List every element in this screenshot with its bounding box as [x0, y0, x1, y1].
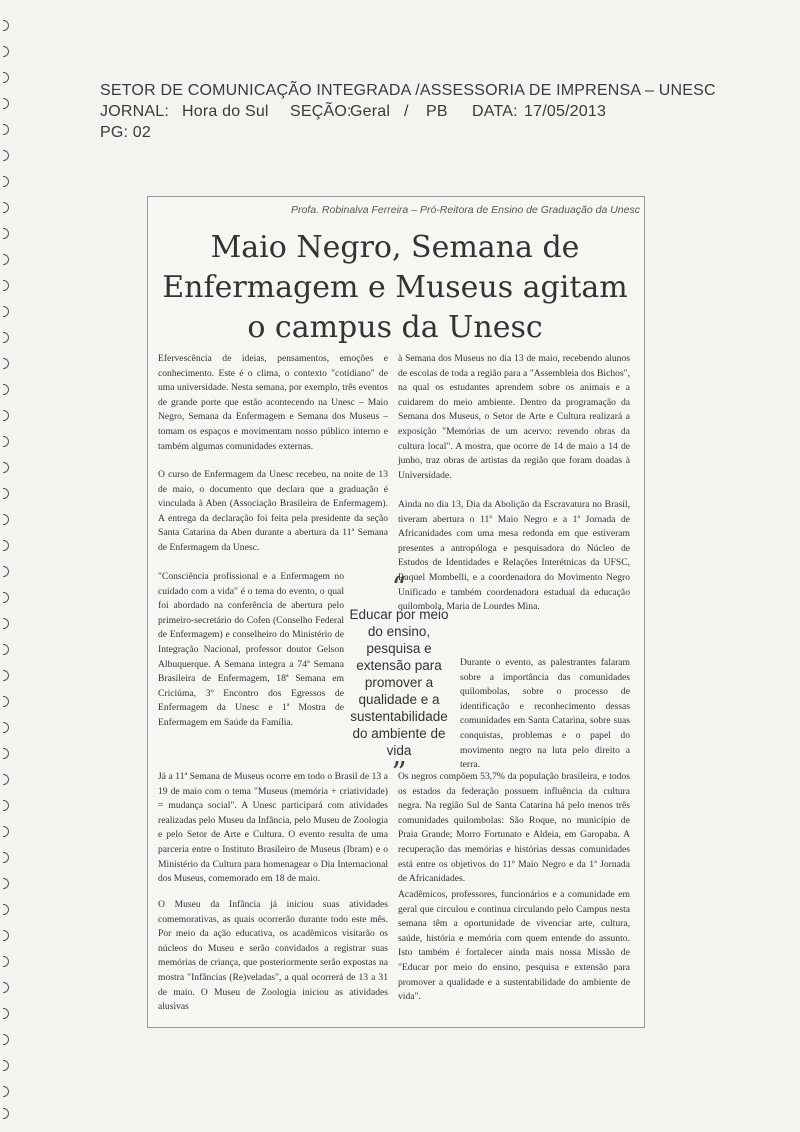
- binder-holes: [0, 0, 14, 1132]
- secao-value: Geral: [350, 103, 391, 120]
- title-line: Enfermagem e Museus agitam: [162, 270, 628, 305]
- article-paragraph: Os negros compõem 53,7% da população brasileira, e todos os estados da federação possuem influência da cultura negra. Na região Sul de Santa Catarina há pelo menos três comunidades quilombolas: São Roque, no município de Praia Grande; Morro Fortunato e Aldeia, em Garopaba. A recuperação das memórias e histórias dessas comunidades está entre os objetivos do 11º Maio Negro e da 1ª Jornada de Africanidades.: [398, 771, 630, 885]
- pull-quote-text: Educar por meio do ensino, pesquisa e extensão para promover a qualidade e a sustentabilidade do ambiente de vida: [349, 607, 449, 758]
- jornal-value: Hora do Sul: [182, 103, 269, 120]
- header-title: SETOR DE COMUNICAÇÃO INTEGRADA /ASSESSORIA DE IMPRENSA – UNESC: [100, 82, 716, 99]
- article-paragraph: O curso de Enfermagem da Unesc recebeu, na noite de 13 de maio, o documento que declara que a graduação é vinculada à Aben (Associação Brasileira de Enfermagem). A entrega da declaração foi feita pela presidente da seção Santa Catarina da Aben durante a abertura da 11ª Semana de Enfermagem da Unesc.: [158, 469, 388, 553]
- close-quote-icon: ”: [391, 756, 407, 791]
- page-number: PG: 02: [100, 124, 152, 141]
- jornal-label: JORNAL:: [100, 103, 169, 120]
- article-paragraph: Já a 11ª Semana de Museus ocorre em todo o Brasil de 13 a 19 de maio com o tema "Museus (memória + criatividade) = mudança social". A Unesc participará com atividades realizadas pelo Museu da Infância, pelo Museu de Zoologia e pelo Setor de Arte e Cultura. O evento resulta de uma parceria entre o Instituto Brasileiro de Museus (Ibram) e o Ministério da Cultura para homenagear o Dia Internacional dos Museus, comemorado em 18 de maio.: [158, 771, 388, 885]
- article-paragraph: à Semana dos Museus no dia 13 de maio, recebendo alunos de escolas de toda a região para a "Assembleia dos Bichos", na qual os estudantes aprendem sobre os animais e a cuidarem do meio ambiente. Dentro da programação da Semana dos Museus, o Setor de Arte e Cultura realizará a exposição "Memórias de um acervo: revendo obras da cultura local". A mostra, que ocorre de 14 de maio a 14 de junho, traz obras de artistas da região que foram doadas à Universidade.: [398, 353, 630, 481]
- secao-label: SEÇÃO:: [290, 103, 352, 120]
- article-title: [150, 228, 640, 348]
- data-value: 17/05/2013: [524, 103, 607, 120]
- open-quote-icon: “: [391, 571, 407, 606]
- secao-extra: PB: [426, 103, 448, 120]
- secao-separator: /: [404, 103, 409, 120]
- article-paragraph: "Consciência profissional e a Enfermagem no cuidado com a vida" é o tema do evento, o qual foi abordado na conferência de abertura pelo primeiro-secretário do Cofen (Conselho Federal de Enfermagem) e conselheiro do Ministério de Integração Nacional, professor doutor Gelson Albuquerque. A Semana integra a 74ª Semana Brasileira de Enfermagem, 18ª Semana em Criciúma, 3º Encontro dos Egressos de Enfermagem da Unesc e 1ª Mostra de Enfermagem em Saúde da Família.: [158, 571, 344, 728]
- pull-quote: [344, 571, 454, 791]
- article-paragraph: Efervescência de ideias, pensamentos, emoções e conhecimento. Este é o clima, o contexto "cotidiano" de uma universidade. Nesta semana, por exemplo, três eventos de grande porte que estão acontecendo na Unesc – Maio Negro, Semana da Enfermagem e Semana dos Museus – tomam os espaços e movimentam nosso público interno e também algumas comunidades externas.: [158, 353, 388, 452]
- data-label: DATA:: [472, 103, 518, 120]
- article-paragraph: O Museu da Infância já iniciou suas atividades comemorativas, as quais ocorrerão durante todo este mês. Por meio da ação educativa, os acadêmicos visitarão os núcleos do Museu e serão convidados a registrar suas memórias de criança, que posteriormente serão expostas na mostra "Infâncias (Re)veladas", a qual ocorrerá de 13 a 31 de maio. O Museu de Zoologia iniciou as atividades alusivas: [158, 899, 388, 1013]
- header-meta: [100, 101, 716, 122]
- article-paragraph: Durante o evento, as palestrantes falaram sobre a importância das comunidades quilombolas, sobre o processo de identificação e reconhecimento dessas comunidades em Santa Catarina, sobre suas conquistas, problemas e o papel do movimento negro na luta pelo direito a terra.: [460, 657, 630, 771]
- title-line: o campus da Unesc: [247, 310, 543, 345]
- title-line: Maio Negro, Semana de: [210, 230, 580, 265]
- clipping-header: [100, 80, 716, 143]
- article-paragraph: Ainda no dia 13, Dia da Abolição da Escravatura no Brasil, tiveram abertura o 11º Maio Negro e a 1ª Jornada de Africanidades com uma mesa redonda em que estiveram presentes a antropóloga e pesquisadora do Núcleo de Estudos de Identidades e Relações Interétnicas da UFSC, Raquel Mombelli, e a coordenadora do Movimento Negro Unificado e também coordenadora estadual da educação quilombola, Maria de Lourdes Mina.: [398, 499, 630, 613]
- article-paragraph: Acadêmicos, professores, funcionários e a comunidade em geral que circulou e continua circulando pelo Campus nesta semana têm a oportunidade de vivenciar arte, cultura, saúde, história e memória com quem entende do assunto. Isto também é fortalecer ainda mais nossa Missão de "Educar por meio do ensino, pesquisa e extensão para promover a qualidade e a sustentabilidade do ambiente de vida".: [398, 889, 630, 1003]
- article-byline: Profa. Robinalva Ferreira – Pró-Reitora de Ensino de Graduação da Unesc: [290, 204, 640, 216]
